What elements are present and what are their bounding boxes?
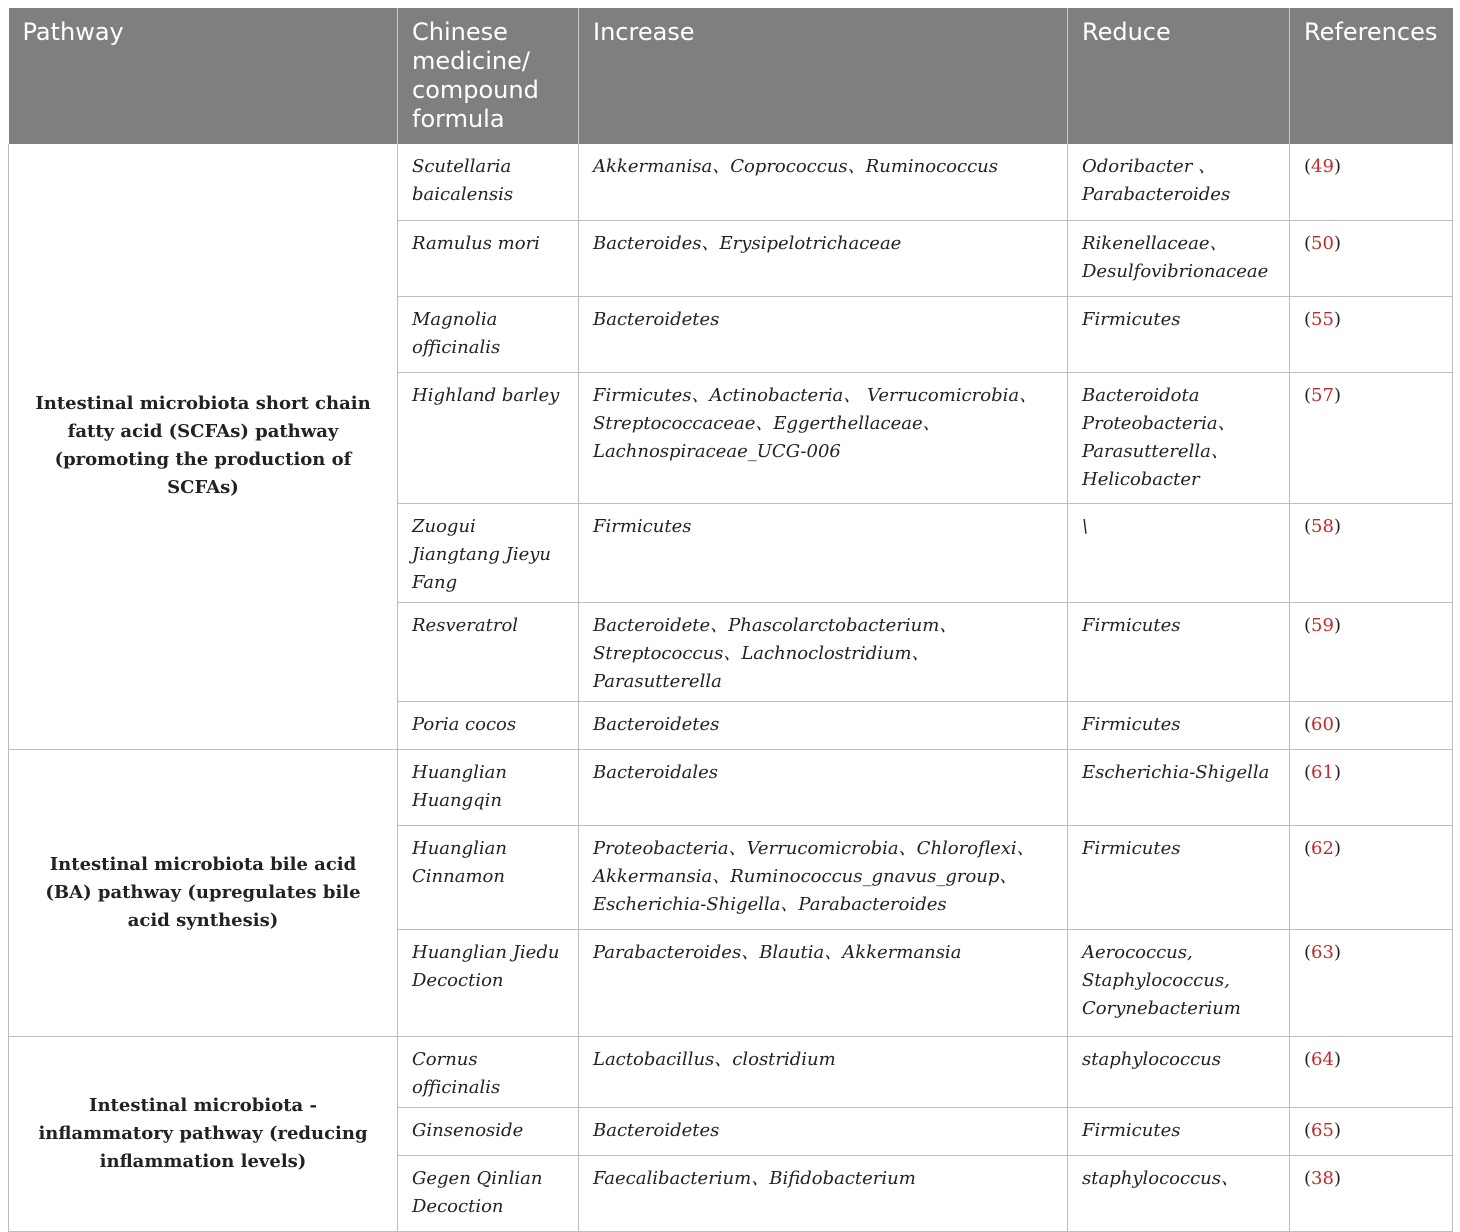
reference-cell[interactable]: (64) [1290, 1036, 1453, 1107]
reduce-cell: Firmicutes [1068, 296, 1290, 372]
reduce-cell: Firmicutes [1068, 825, 1290, 929]
medicine-cell: Poria cocos [398, 701, 579, 749]
pathway-cell-ba: Intestinal microbiota bile acid (BA) pathway (upregulates bile acid synthesis) [9, 749, 398, 1036]
reduce-cell: staphylococcus、 [1068, 1155, 1290, 1231]
reduce-cell: Firmicutes [1068, 1107, 1290, 1155]
reference-cell[interactable]: (58) [1290, 503, 1453, 602]
reference-cell[interactable]: (38) [1290, 1155, 1453, 1231]
microbiota-pathway-table [8, 8, 1453, 1232]
medicine-cell: Huanglian Huangqin [398, 749, 579, 825]
increase-cell: Bacteroidetes [579, 296, 1068, 372]
reduce-cell: Firmicutes [1068, 602, 1290, 701]
reference-link[interactable]: 49 [1311, 156, 1334, 177]
header-row [9, 8, 1453, 144]
increase-cell: Parabacteroides、Blautia、Akkermansia [579, 929, 1068, 1036]
reference-link[interactable]: 59 [1311, 614, 1334, 636]
reference-cell[interactable]: (63) [1290, 929, 1453, 1036]
reference-cell[interactable]: (50) [1290, 220, 1453, 296]
reduce-cell: Rikenellaceae、Desulfovibrionaceae [1068, 220, 1290, 296]
reference-link[interactable]: 65 [1311, 1119, 1334, 1141]
increase-cell: Firmicutes [579, 503, 1068, 602]
reference-link[interactable]: 38 [1311, 1167, 1334, 1189]
reference-cell[interactable]: (65) [1290, 1107, 1453, 1155]
reference-link[interactable]: 57 [1311, 384, 1334, 406]
medicine-cell: Gegen Qinlian Decoction [398, 1155, 579, 1231]
medicine-cell: Magnolia officinalis [398, 296, 579, 372]
header-reduce: Reduce [1068, 8, 1290, 144]
reduce-cell: staphylococcus [1068, 1036, 1290, 1107]
header-medicine: Chinese medicine/ compound formula [398, 8, 579, 144]
reduce-cell: Bacteroidota Proteobacteria、Parasutterella、Helicobacter [1068, 372, 1290, 503]
reference-cell[interactable]: (57) [1290, 372, 1453, 503]
table-row [9, 1036, 1453, 1107]
reduce-cell: Firmicutes [1068, 701, 1290, 749]
reference-cell[interactable]: (61) [1290, 749, 1453, 825]
reference-link[interactable]: 63 [1311, 941, 1334, 963]
reference-cell[interactable]: (60) [1290, 701, 1453, 749]
medicine-cell: Ginsenoside [398, 1107, 579, 1155]
medicine-cell: Highland barley [398, 372, 579, 503]
increase-cell: Bacteroidetes [579, 701, 1068, 749]
reference-cell[interactable]: (49) [1290, 144, 1453, 220]
medicine-cell: Huanglian Cinnamon [398, 825, 579, 929]
increase-cell: Bacteroidete、Phascolarctobacterium、Streptococcus、Lachnoclostridium、Parasutterella [579, 602, 1068, 701]
increase-cell: Bacteroides、Erysipelotrichaceae [579, 220, 1068, 296]
reduce-cell: \ [1068, 503, 1290, 602]
reference-cell[interactable]: (55) [1290, 296, 1453, 372]
medicine-cell: Huanglian Jiedu Decoction [398, 929, 579, 1036]
reference-link[interactable]: 62 [1311, 837, 1334, 859]
reference-link[interactable]: 58 [1311, 515, 1334, 537]
reduce-cell: Odoribacter 、Parabacteroides [1068, 144, 1290, 220]
increase-cell: Akkermanisa、Coprococcus、Ruminococcus [579, 144, 1068, 220]
header-increase: Increase [579, 8, 1068, 144]
header-references: References [1290, 8, 1453, 144]
reduce-cell: Escherichia-Shigella [1068, 749, 1290, 825]
pathway-cell-scfa: Intestinal microbiota short chain fatty acid (SCFAs) pathway (promoting the production of SCFAs) [9, 144, 398, 749]
table-row [9, 749, 1453, 825]
reference-link[interactable]: 64 [1311, 1048, 1334, 1070]
medicine-cell: Zuogui Jiangtang Jieyu Fang [398, 503, 579, 602]
medicine-cell: Ramulus mori [398, 220, 579, 296]
reference-cell[interactable]: (59) [1290, 602, 1453, 701]
reference-link[interactable]: 55 [1311, 308, 1334, 330]
increase-cell: Bacteroidetes [579, 1107, 1068, 1155]
increase-cell: Proteobacteria、Verrucomicrobia、Chloroflexi、Akkermansia、Ruminococcus_gnavus_group、Escherichia-Shigella、Parabacteroides [579, 825, 1068, 929]
increase-cell: Faecalibacterium、Bifidobacterium [579, 1155, 1068, 1231]
header-pathway: Pathway [9, 8, 398, 144]
pathway-cell-inflammatory: Intestinal microbiota - inflammatory pathway (reducing inflammation levels) [9, 1036, 398, 1231]
reference-link[interactable]: 60 [1311, 713, 1334, 735]
medicine-cell: Resveratrol [398, 602, 579, 701]
reference-link[interactable]: 61 [1311, 761, 1334, 783]
medicine-cell: Scutellaria baicalensis [398, 144, 579, 220]
reduce-cell: Aerococcus, Staphylococcus, Corynebacterium [1068, 929, 1290, 1036]
increase-cell: Bacteroidales [579, 749, 1068, 825]
medicine-cell: Cornus officinalis [398, 1036, 579, 1107]
reference-cell[interactable]: (62) [1290, 825, 1453, 929]
table-row [9, 144, 1453, 220]
reference-link[interactable]: 50 [1311, 232, 1334, 254]
increase-cell: Lactobacillus、clostridium [579, 1036, 1068, 1107]
increase-cell: Firmicutes、Actinobacteria、 Verrucomicrobia、Streptococcaceae、Eggerthellaceae、Lachnospiraceae_UCG-006 [579, 372, 1068, 503]
